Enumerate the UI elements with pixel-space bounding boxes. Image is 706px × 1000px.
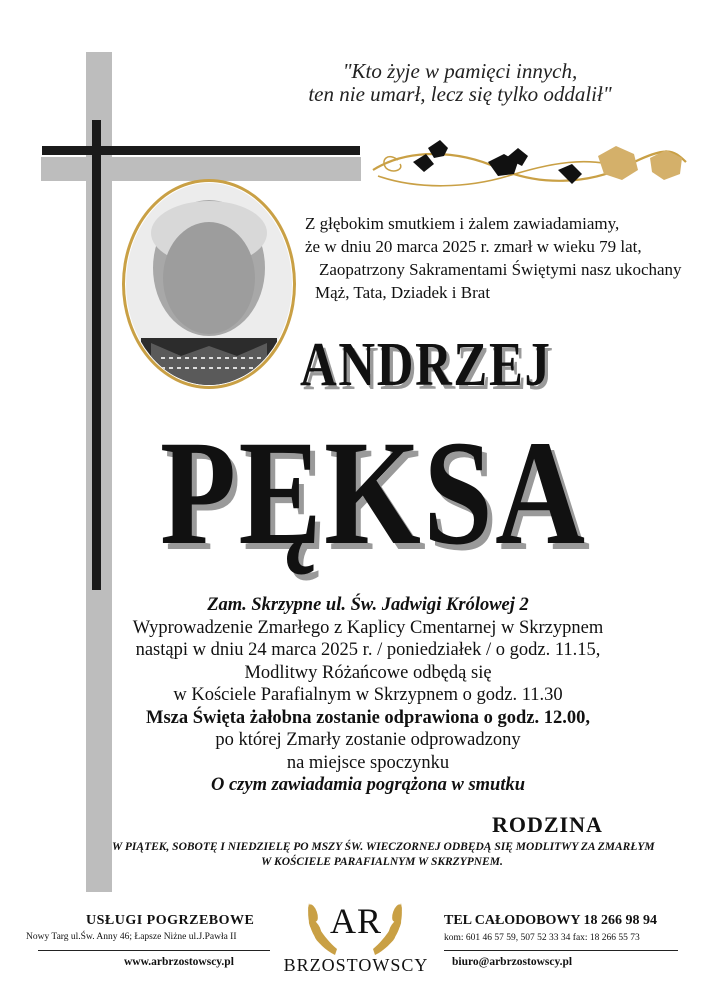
- funeral-details: [112, 594, 624, 797]
- notice-line-2: W KOŚCIELE PARAFIALNYM W SKRZYPNEM.: [261, 856, 503, 868]
- details-line-5: Msza Święta żałobna zostanie odprawiona o godz. 12.00,: [146, 707, 590, 728]
- funeral-services-address: Nowy Targ ul.Św. Anny 46; Łapsze Niżne ul.J.Pawła II: [26, 932, 237, 942]
- memorial-quote: [240, 60, 680, 106]
- logo-initials: AR: [329, 901, 382, 941]
- deceased-portrait-photo: [121, 178, 297, 390]
- residence-address: Zam. Skrzypne ul. Św. Jadwigi Królowej 2: [207, 595, 529, 615]
- family-signature: RODZINA: [492, 812, 603, 837]
- details-line-2: nastąpi w dniu 24 marca 2025 r. / poniedziałek / o godz. 11.15,: [135, 640, 601, 660]
- email-link[interactable]: biuro@arbrzostowscy.pl: [452, 956, 573, 968]
- notice-line-1: W PIĄTEK, SOBOTĘ I NIEDZIELĘ PO MSZY ŚW. WIECZORNEJ ODBĘDĄ SIĘ MODLITWY ZA ZMARŁYM: [112, 841, 655, 853]
- deceased-first-name: ANDRZEJ: [300, 331, 552, 399]
- footer-divider-left: [38, 950, 270, 951]
- announcement-intro: [305, 212, 695, 304]
- logo-name: BRZOSTOWSCY: [283, 955, 429, 975]
- details-line-1: Wyprowadzenie Zmarłego z Kaplicy Cmentarnej w Skrzypnem: [132, 617, 604, 638]
- mobile-fax-numbers: kom: 601 46 57 59, 507 52 33 34 fax: 18 266 55 73: [444, 933, 640, 943]
- quote-line-2: ten nie umarł, lecz się tylko oddalił": [308, 82, 612, 106]
- deceased-last-name: PĘKSA: [160, 410, 588, 576]
- details-line-6: po której Zmarły zostanie odprowadzony: [215, 730, 521, 750]
- details-line-3: Modlitwy Różańcowe odbędą się: [244, 662, 492, 683]
- intro-line-4: Mąż, Tata, Dziadek i Brat: [315, 283, 491, 302]
- details-line-4: w Kościele Parafialnym w Skrzypnem o godz. 11.30: [173, 685, 563, 705]
- cross-horizontal-bar: [42, 146, 360, 155]
- prayer-notice: [112, 840, 655, 870]
- phone-24h: TEL CAŁODOBOWY 18 266 98 94: [444, 913, 658, 928]
- details-line-7: na miejsce spoczynku: [286, 752, 450, 773]
- footer-divider-right: [444, 950, 678, 951]
- cross-vertical-bar: [92, 120, 101, 590]
- intro-line-1: Z głębokim smutkiem i żalem zawiadamiamy,: [305, 214, 620, 233]
- quote-line-1: "Kto żyje w pamięci innych,: [342, 59, 578, 83]
- funeral-services-title: USŁUGI POGRZEBOWE: [86, 913, 255, 928]
- intro-line-3: Zaopatrzony Sakramentami Świętymi nasz ukochany: [319, 260, 682, 279]
- details-line-8: O czym zawiadamia pogrążona w smutku: [210, 775, 526, 795]
- website-link[interactable]: www.arbrzostowscy.pl: [124, 956, 234, 968]
- vine-leaves-ornament-icon: [368, 140, 690, 210]
- intro-line-2: że w dniu 20 marca 2025 r. zmarł w wieku 79 lat,: [305, 237, 642, 256]
